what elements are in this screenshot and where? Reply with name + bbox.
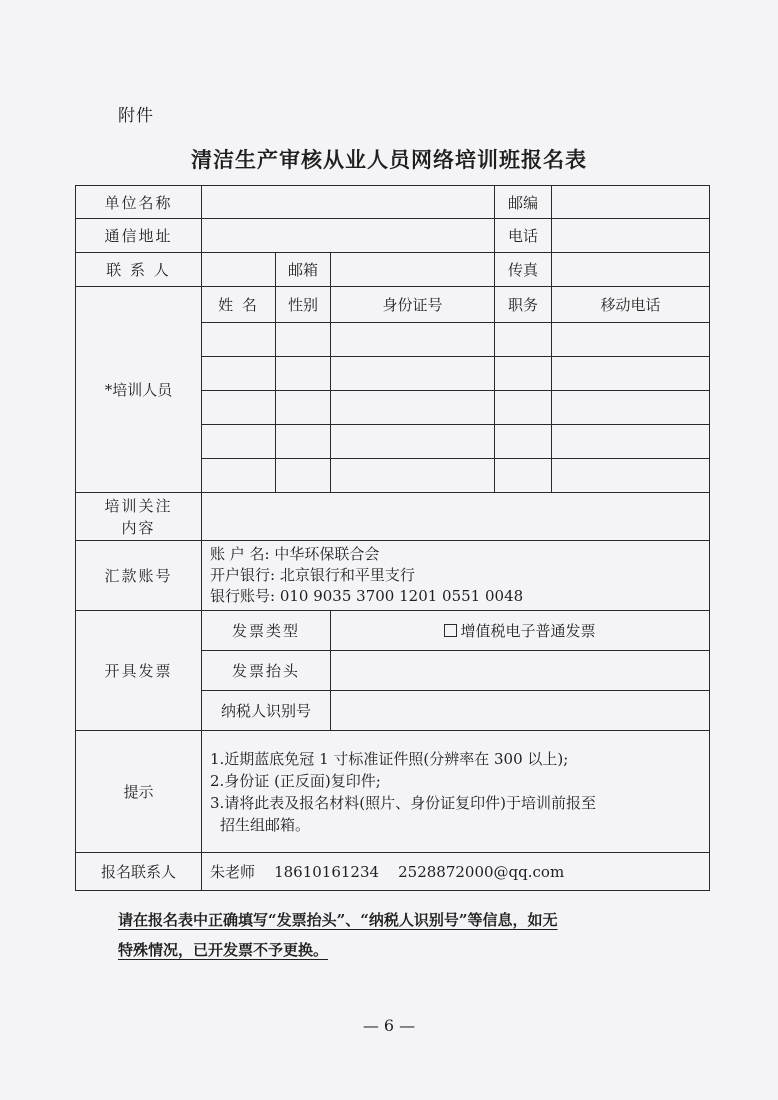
account-number: 银行账号: 010 9035 3700 1201 0551 0048 bbox=[210, 587, 524, 605]
focus-label-line: 内容 bbox=[121, 518, 156, 537]
tip-item: 2.身份证 (正反面)复印件; bbox=[210, 771, 381, 790]
tips-label: 提示 bbox=[76, 731, 202, 853]
trainee-position-cell[interactable] bbox=[495, 391, 552, 425]
fax-field[interactable] bbox=[552, 253, 710, 287]
address-field[interactable] bbox=[202, 219, 495, 253]
header-name: 姓 名 bbox=[202, 287, 276, 323]
trainee-id-cell[interactable] bbox=[331, 323, 495, 357]
trainee-mobile-cell[interactable] bbox=[552, 425, 710, 459]
trainee-id-cell[interactable] bbox=[331, 425, 495, 459]
invoice-header-label: 发票抬头 bbox=[202, 651, 331, 691]
trainee-mobile-cell[interactable] bbox=[552, 459, 710, 493]
trainee-name-cell[interactable] bbox=[202, 357, 276, 391]
trainee-mobile-cell[interactable] bbox=[552, 391, 710, 425]
trainee-gender-cell[interactable] bbox=[276, 391, 331, 425]
trainee-gender-cell[interactable] bbox=[276, 459, 331, 493]
tip-item: 3.请将此表及报名材料(照片、身份证复印件)于培训前报至 bbox=[210, 793, 597, 812]
trainee-position-cell[interactable] bbox=[495, 425, 552, 459]
form-title: 清洁生产审核从业人员网络培训班报名表 bbox=[191, 148, 587, 172]
attachment-label: 附件 bbox=[118, 106, 154, 126]
trainee-name-cell[interactable] bbox=[202, 425, 276, 459]
email-field[interactable] bbox=[331, 253, 495, 287]
trainee-gender-cell[interactable] bbox=[276, 357, 331, 391]
registration-form bbox=[75, 185, 710, 891]
remittance-info bbox=[202, 541, 710, 611]
trainee-name-cell[interactable] bbox=[202, 459, 276, 493]
unit-name-label: 单位名称 bbox=[76, 186, 202, 219]
trainee-gender-cell[interactable] bbox=[276, 425, 331, 459]
header-position: 职务 bbox=[495, 287, 552, 323]
header-id-number: 身份证号 bbox=[331, 287, 495, 323]
focus-field[interactable] bbox=[202, 493, 710, 541]
phone-label: 电话 bbox=[495, 219, 552, 253]
trainee-mobile-cell[interactable] bbox=[552, 323, 710, 357]
tip-item: 招生组邮箱。 bbox=[220, 815, 311, 834]
invoice-type-value: 增值税电子普通发票 bbox=[460, 622, 596, 640]
trainee-id-cell[interactable] bbox=[331, 391, 495, 425]
trainee-position-cell[interactable] bbox=[495, 357, 552, 391]
notice-line: 特殊情况，已开发票不予更换。 bbox=[118, 941, 329, 959]
invoice-notice bbox=[118, 905, 678, 965]
bank-name: 开户银行: 北京银行和平里支行 bbox=[210, 566, 415, 584]
trainee-gender-cell[interactable] bbox=[276, 323, 331, 357]
notice-line: 请在报名表中正确填写“发票抬头”、“纳税人识别号”等信息，如无 bbox=[118, 911, 558, 929]
trainees-label: *培训人员 bbox=[76, 287, 202, 493]
taxpayer-id-field[interactable] bbox=[331, 691, 710, 731]
tips-content bbox=[202, 731, 710, 853]
email-label: 邮箱 bbox=[276, 253, 331, 287]
header-mobile: 移动电话 bbox=[552, 287, 710, 323]
header-gender: 性别 bbox=[276, 287, 331, 323]
contact-field[interactable] bbox=[202, 253, 276, 287]
account-name: 账 户 名: 中华环保联合会 bbox=[210, 545, 380, 563]
contact-label: 联 系 人 bbox=[76, 253, 202, 287]
trainee-id-cell[interactable] bbox=[331, 459, 495, 493]
page-number: — 6 — bbox=[362, 1016, 416, 1035]
remittance-label: 汇款账号 bbox=[76, 541, 202, 611]
registration-contact-label: 报名联系人 bbox=[76, 853, 202, 891]
trainee-position-cell[interactable] bbox=[495, 323, 552, 357]
address-label: 通信地址 bbox=[76, 219, 202, 253]
focus-label bbox=[76, 493, 202, 541]
trainee-mobile-cell[interactable] bbox=[552, 357, 710, 391]
trainee-name-cell[interactable] bbox=[202, 391, 276, 425]
trainee-name-cell[interactable] bbox=[202, 323, 276, 357]
phone-field[interactable] bbox=[552, 219, 710, 253]
checkbox[interactable] bbox=[444, 624, 457, 637]
registration-contact-info: 朱老师 18610161234 2528872000@qq.com bbox=[202, 853, 710, 891]
taxpayer-id-label: 纳税人识别号 bbox=[202, 691, 331, 731]
postcode-field[interactable] bbox=[552, 186, 710, 219]
focus-label-line: 培训关注 bbox=[104, 496, 173, 515]
tip-item: 1.近期蓝底免冠 1 寸标准证件照(分辨率在 300 以上); bbox=[210, 749, 569, 768]
fax-label: 传真 bbox=[495, 253, 552, 287]
trainee-id-cell[interactable] bbox=[331, 357, 495, 391]
unit-name-field[interactable] bbox=[202, 186, 495, 219]
invoice-type-label: 发票类型 bbox=[202, 611, 331, 651]
postcode-label: 邮编 bbox=[495, 186, 552, 219]
invoice-label: 开具发票 bbox=[76, 611, 202, 731]
invoice-header-field[interactable] bbox=[331, 651, 710, 691]
invoice-type-option[interactable] bbox=[331, 611, 710, 651]
trainee-position-cell[interactable] bbox=[495, 459, 552, 493]
